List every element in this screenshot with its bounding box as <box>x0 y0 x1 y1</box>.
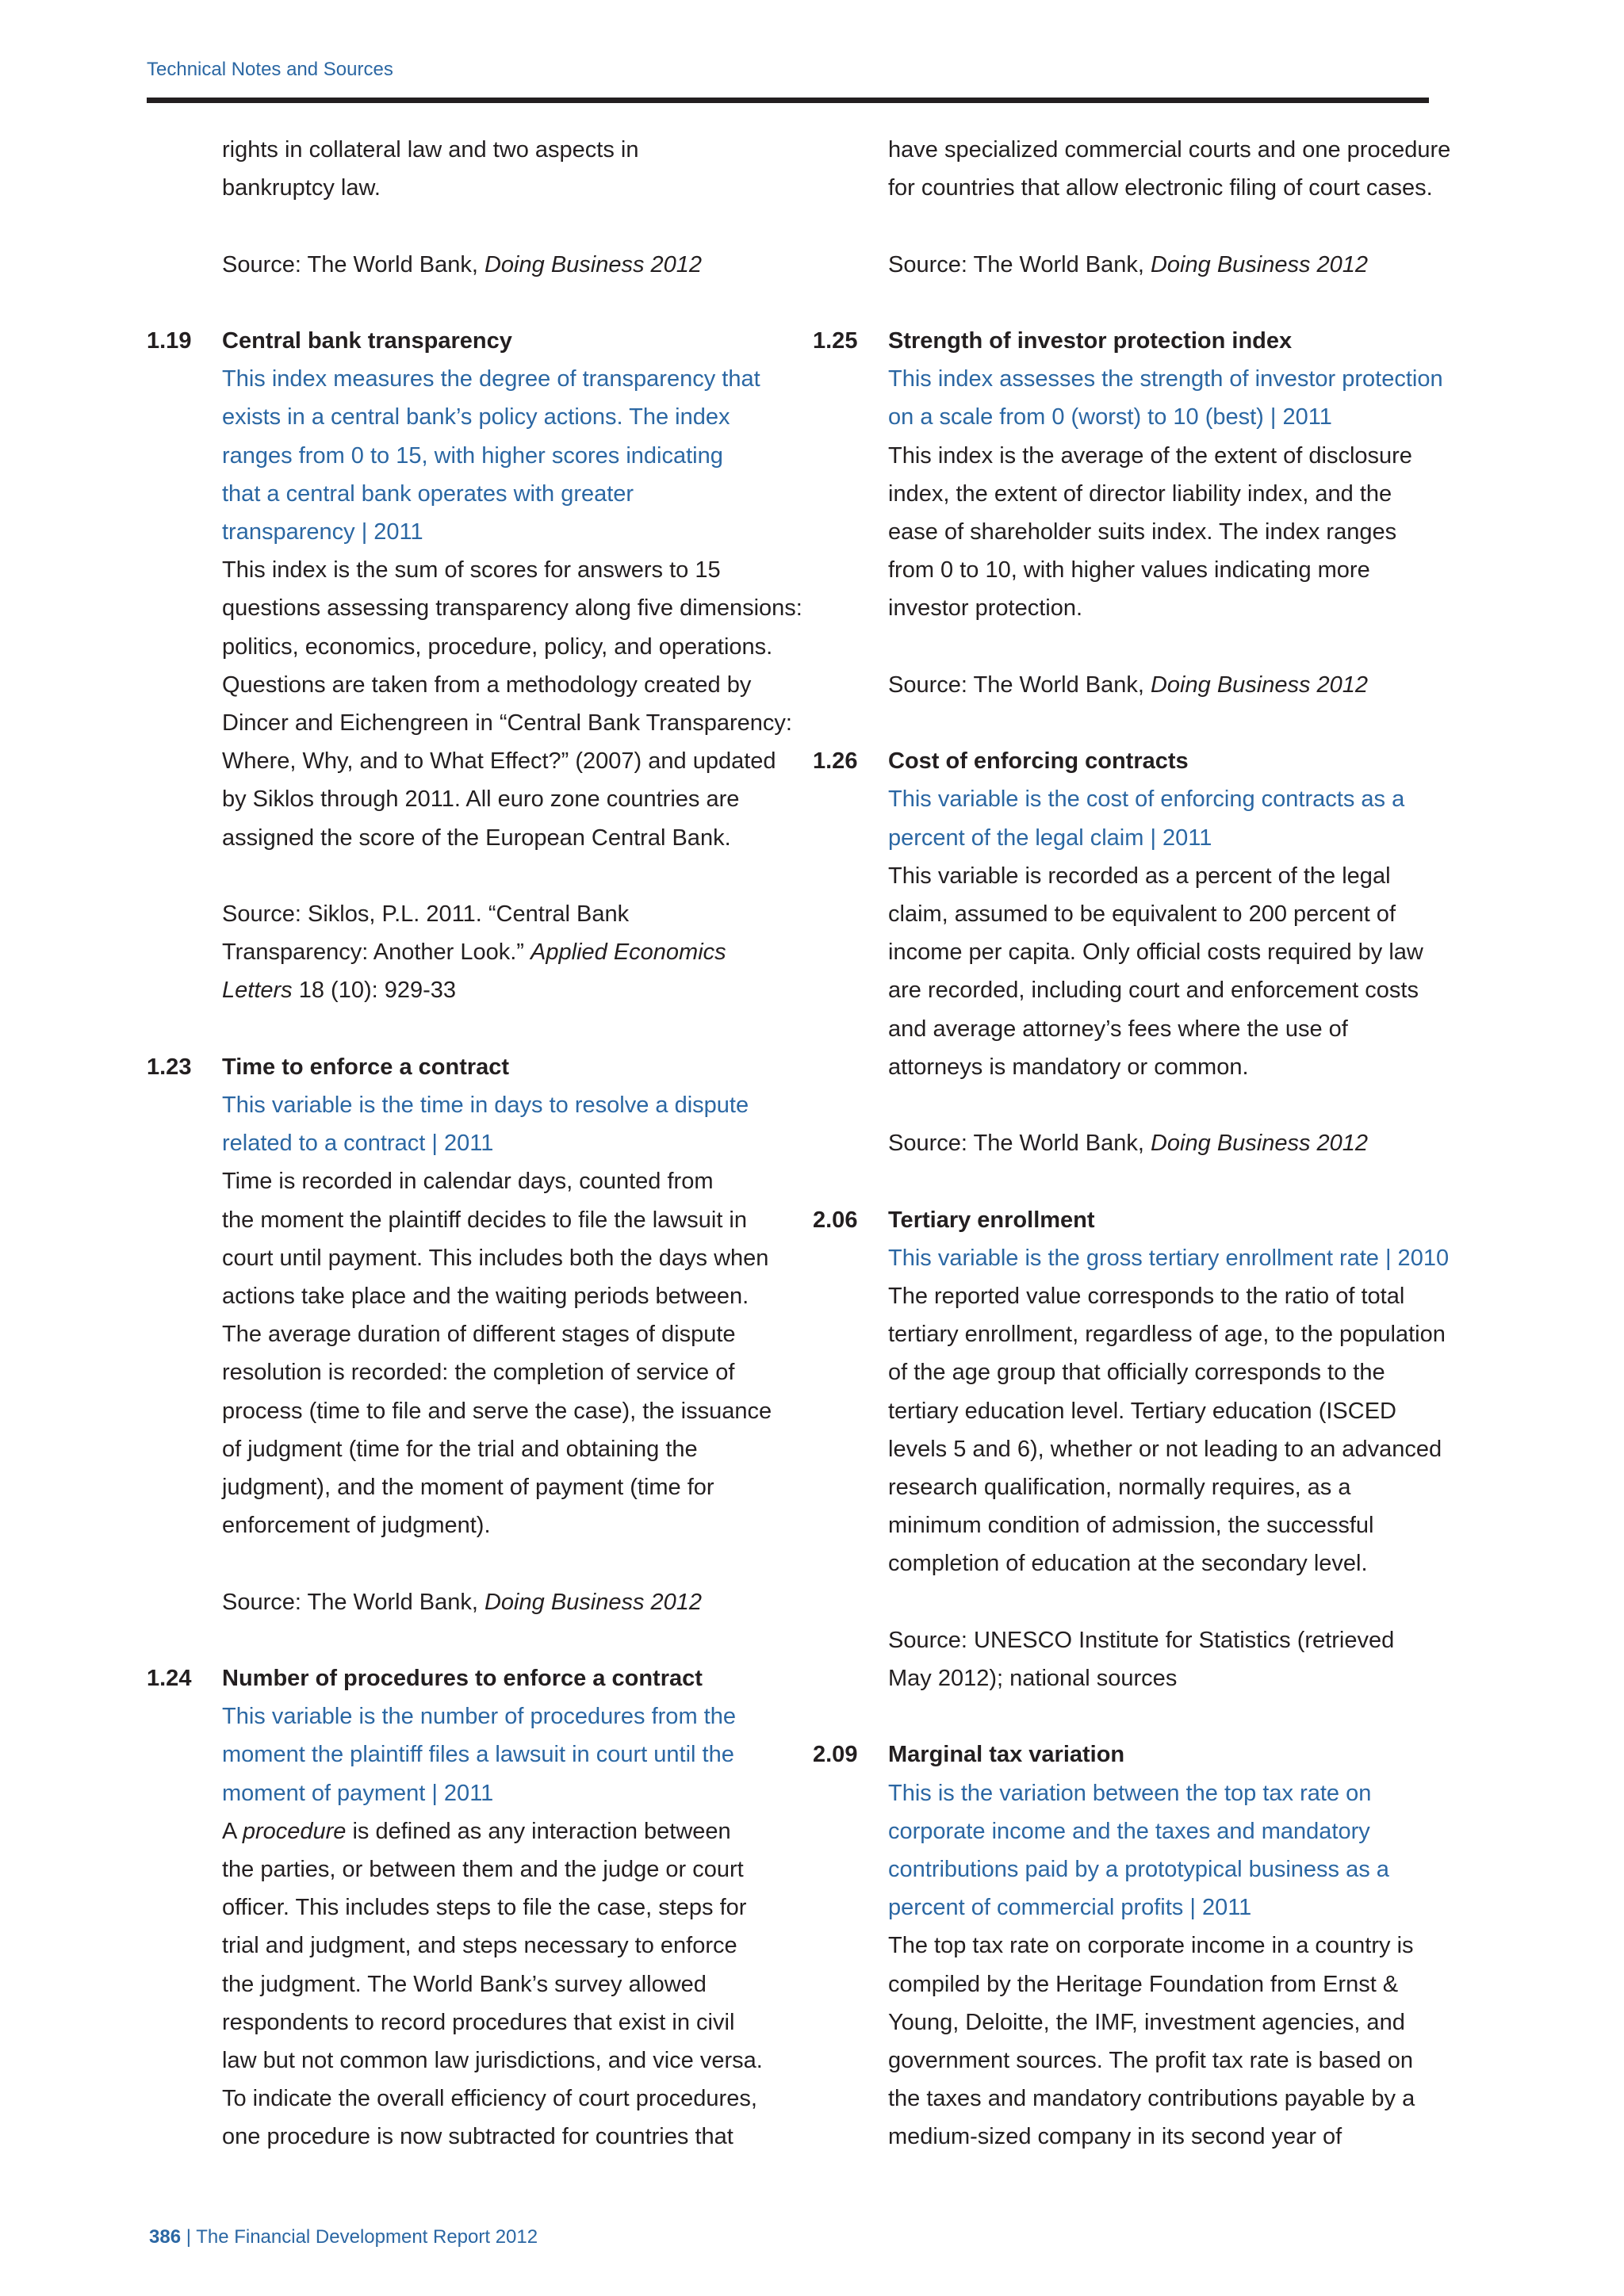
body-line: claim, assumed to be equivalent to 200 percent of <box>888 901 1396 927</box>
definition-line: This variable is the number of procedures from the <box>222 1704 736 1730</box>
body-line: Where, Why, and to What Effect?” (2007) and updated <box>222 748 776 775</box>
entry-2-09 <box>813 1735 1439 2156</box>
body-line: of the age group that officially corresponds to the <box>888 1360 1385 1386</box>
source-text: 18 (10): 929-33 <box>292 978 457 1004</box>
entry-title: Central bank transparency <box>222 327 512 354</box>
source-line <box>222 971 773 1009</box>
body-line: The top tax rate on corporate income in a country is <box>888 1933 1414 1959</box>
body-line: Time is recorded in calendar days, counted from <box>222 1169 714 1195</box>
body-line: The reported value corresponds to the ratio of total <box>888 1284 1405 1309</box>
body-line: To indicate the overall efficiency of court procedures, <box>222 2086 757 2112</box>
body-line: resolution is recorded: the completion of service of <box>222 1360 735 1386</box>
body-line <box>222 1812 773 1850</box>
definition-line: This variable is the time in days to resolve a dispute <box>222 1093 749 1119</box>
entry-title: Marginal tax variation <box>888 1742 1125 1768</box>
body-line: This index is the average of the extent of disclosure <box>888 442 1412 469</box>
entry-number: 1.26 <box>813 748 858 775</box>
body-line: the moment the plaintiff decides to file the lawsuit in <box>222 1207 748 1233</box>
source-title: Doing Business 2012 <box>1150 672 1369 698</box>
body-line: This variable is recorded as a percent of the legal <box>888 863 1391 889</box>
entry-number: 2.09 <box>813 1742 858 1768</box>
body-line: income per capita. Only official costs required by law <box>888 939 1423 966</box>
definition-line: corporate income and the taxes and mandatory <box>888 1818 1370 1844</box>
entry-1-26 <box>813 742 1439 1162</box>
body-line: law but not common law jurisdictions, and vice versa. <box>222 2048 763 2074</box>
body-line: judgment), and the moment of payment (time for <box>222 1475 714 1501</box>
entry-number: 1.23 <box>147 1054 192 1080</box>
page-footer <box>149 2226 538 2248</box>
entry-title: Cost of enforcing contracts <box>888 748 1189 775</box>
entry-number: 2.06 <box>813 1207 858 1233</box>
body-line: officer. This includes steps to file the case, steps for <box>222 1895 747 1921</box>
body-line: court until payment. This includes both the days when <box>222 1245 769 1271</box>
text-line: bankruptcy law. <box>222 175 381 201</box>
body-line: compiled by the Heritage Foundation from Ernst & <box>888 1971 1399 1997</box>
body-line: completion of education at the secondary level. <box>888 1551 1368 1577</box>
source-line: Source: UNESCO Institute for Statistics (retrieved <box>888 1627 1395 1653</box>
source-text: Source: The World Bank, <box>888 1131 1151 1157</box>
entry-2-06 <box>813 1201 1450 1698</box>
body-line: levels 5 and 6), whether or not leading to an advanced <box>888 1436 1442 1462</box>
source-title: Doing Business 2012 <box>1150 251 1369 277</box>
body-text: A <box>222 1818 243 1844</box>
body-line: are recorded, including court and enforcement costs <box>888 978 1419 1004</box>
definition-line: percent of the legal claim | 2011 <box>888 825 1212 851</box>
source-text: Source: The World Bank, <box>888 672 1151 698</box>
body-line: enforcement of judgment). <box>222 1513 491 1539</box>
body-line: of judgment (time for the trial and obtaining the <box>222 1436 698 1462</box>
source-line <box>222 246 773 284</box>
text-line: for countries that allow electronic filing of court cases. <box>888 175 1433 201</box>
text-line: have specialized commercial courts and one procedure <box>888 137 1451 163</box>
body-line: process (time to file and serve the case), the issuance <box>222 1398 772 1424</box>
definition-line: on a scale from 0 (worst) to 10 (best) | 2011 <box>888 404 1332 430</box>
source-line <box>888 1124 1439 1162</box>
definition-line: This index measures the degree of transparency that <box>222 366 760 392</box>
body-line: one procedure is now subtracted for countries that <box>222 2124 733 2150</box>
definition-line: This is the variation between the top tax rate on <box>888 1780 1372 1806</box>
text-line: rights in collateral law and two aspects in <box>222 137 639 163</box>
source-line: Source: Siklos, P.L. 2011. “Central Bank <box>222 901 630 928</box>
body-line: politics, economics, procedure, policy, and operations. <box>222 633 773 660</box>
body-line: from 0 to 10, with higher values indicating more <box>888 557 1370 584</box>
source-title: Doing Business 2012 <box>484 1589 703 1615</box>
running-header: Technical Notes and Sources <box>147 59 393 80</box>
carry-over-text <box>147 131 773 284</box>
definition-line: that a central bank operates with greater <box>222 480 634 507</box>
definition-line: exists in a central bank’s policy actions. The index <box>222 404 730 430</box>
body-line: the parties, or between them and the judge or court <box>222 1857 744 1883</box>
body-line: Dincer and Eichengreen in “Central Bank Transparency: <box>222 710 792 737</box>
body-line: questions assessing transparency along five dimensions: <box>222 595 802 622</box>
body-line: the taxes and mandatory contributions payable by a <box>888 2086 1415 2112</box>
definition-line: contributions paid by a prototypical business as a <box>888 1857 1389 1883</box>
report-title: The Financial Development Report 2012 <box>196 2226 538 2248</box>
entry-title: Time to enforce a contract <box>222 1054 510 1080</box>
left-column <box>147 131 802 2156</box>
definition-line: moment the plaintiff files a lawsuit in court until the <box>222 1742 734 1768</box>
source-line <box>888 666 1439 704</box>
body-line: tertiary education level. Tertiary education (ISCED <box>888 1398 1396 1424</box>
body-line: government sources. The profit tax rate is based on <box>888 2048 1413 2074</box>
source-line <box>888 246 1439 284</box>
entry-title: Tertiary enrollment <box>888 1207 1095 1233</box>
entry-number: 1.24 <box>147 1666 192 1692</box>
definition-line: moment of payment | 2011 <box>222 1780 494 1806</box>
body-line: This index is the sum of scores for answers to 15 <box>222 557 721 584</box>
definition-line: ranges from 0 to 15, with higher scores indicating <box>222 442 723 469</box>
body-line: trial and judgment, and steps necessary to enforce <box>222 1933 737 1959</box>
carry-over-text <box>813 131 1451 284</box>
page-number: 386 <box>149 2226 182 2248</box>
entry-1-25 <box>813 322 1443 704</box>
body-line: and average attorney’s fees where the use of <box>888 1016 1348 1042</box>
header-rule <box>147 98 1429 103</box>
source-text: Source: The World Bank, <box>222 251 485 277</box>
entry-number: 1.19 <box>147 327 192 354</box>
source-title: Letters <box>222 978 293 1004</box>
definition-line: This variable is the cost of enforcing contracts as a <box>888 786 1405 813</box>
body-line: Young, Deloitte, the IMF, investment agencies, and <box>888 2009 1405 2035</box>
source-title: Doing Business 2012 <box>484 251 703 277</box>
body-line: medium-sized company in its second year of <box>888 2124 1342 2150</box>
body-line: The average duration of different stages of dispute <box>222 1322 736 1348</box>
source-line <box>222 1583 773 1621</box>
source-title: Doing Business 2012 <box>1150 1131 1369 1157</box>
source-title: Applied Economics <box>530 939 726 966</box>
footer-separator: | <box>186 2226 191 2248</box>
body-line: index, the extent of director liability index, and the <box>888 480 1392 507</box>
entry-title: Number of procedures to enforce a contract <box>222 1666 703 1692</box>
body-line: ease of shareholder suits index. The index ranges <box>888 519 1397 545</box>
definition-line: related to a contract | 2011 <box>222 1131 494 1157</box>
body-line: the judgment. The World Bank’s survey allowed <box>222 1971 707 1997</box>
right-column <box>813 131 1451 2156</box>
entry-1-23 <box>147 1048 773 1621</box>
body-line: minimum condition of admission, the successful <box>888 1513 1374 1539</box>
source-text: Source: The World Bank, <box>888 251 1151 277</box>
source-line: May 2012); national sources <box>888 1666 1178 1692</box>
source-text: Source: The World Bank, <box>222 1589 485 1615</box>
body-line: by Siklos through 2011. All euro zone countries are <box>222 786 740 813</box>
entry-number: 1.25 <box>813 327 858 354</box>
body-term: procedure <box>242 1818 347 1844</box>
entry-title: Strength of investor protection index <box>888 327 1293 354</box>
entry-1-24 <box>147 1659 773 2156</box>
body-line: tertiary enrollment, regardless of age, to the population <box>888 1322 1446 1348</box>
entry-1-19 <box>147 322 802 1010</box>
body-line: assigned the score of the European Central Bank. <box>222 825 731 851</box>
body-line: Questions are taken from a methodology created by <box>222 672 752 698</box>
definition-line: This variable is the gross tertiary enrollment rate | 2010 <box>888 1245 1450 1271</box>
body-line: actions take place and the waiting periods between. <box>222 1284 749 1310</box>
body-line: respondents to record procedures that exist in civil <box>222 2009 735 2035</box>
definition-line: percent of commercial profits | 2011 <box>888 1895 1252 1921</box>
body-line: attorneys is mandatory or common. <box>888 1054 1249 1080</box>
definition-line: transparency | 2011 <box>222 519 423 545</box>
source-line <box>222 933 773 971</box>
body-text: is defined as any interaction between <box>346 1818 731 1844</box>
definition-line: This index assesses the strength of investor protection <box>888 366 1443 392</box>
body-line: research qualification, normally requires, as a <box>888 1475 1351 1501</box>
source-text: Transparency: Another Look.” <box>222 939 531 966</box>
body-line: investor protection. <box>888 595 1083 622</box>
